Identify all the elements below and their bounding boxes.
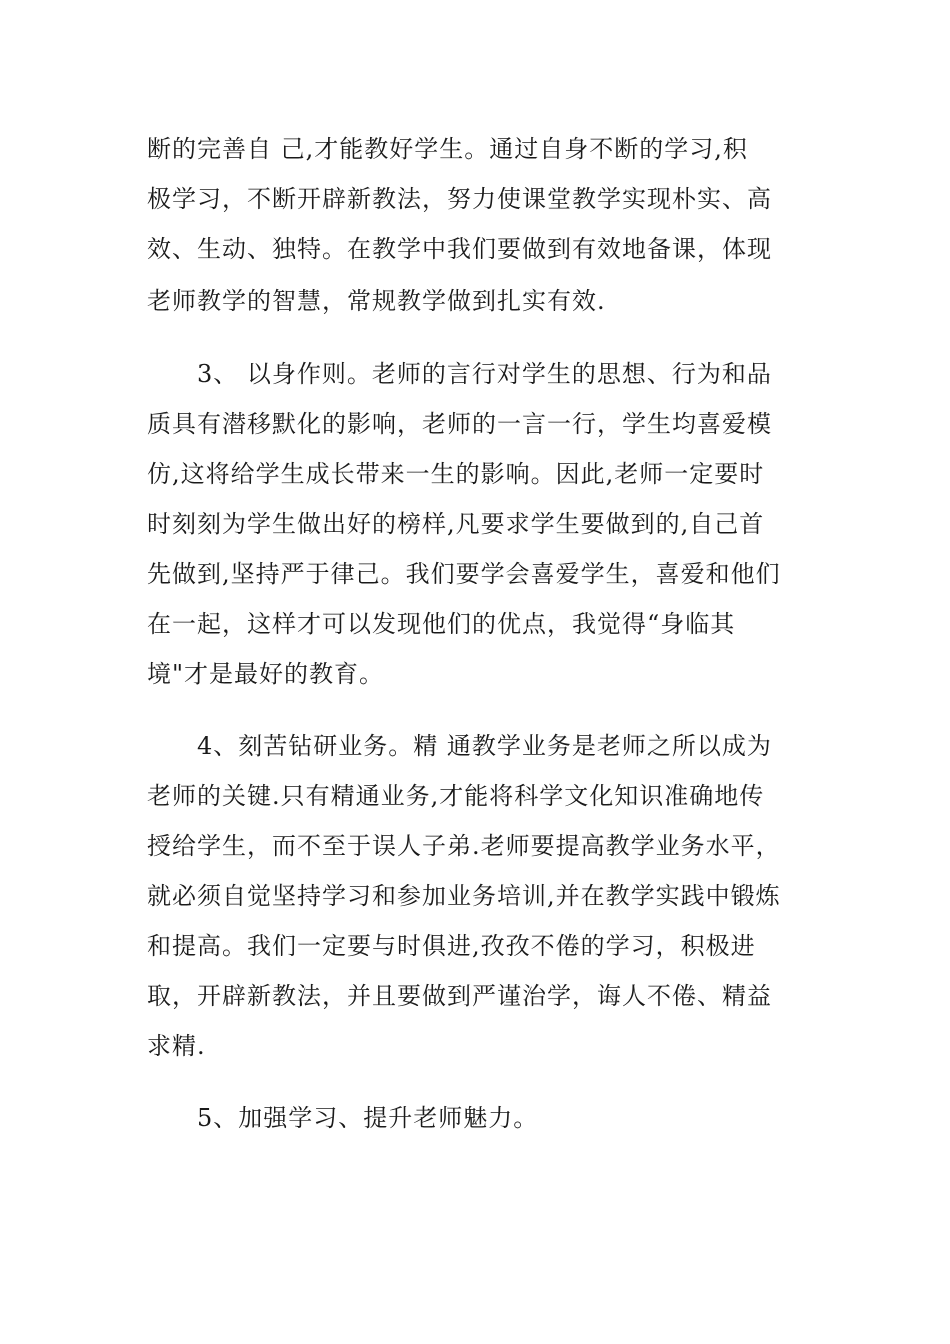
text-line: 就必须自觉坚持学习和参加业务培训,并在教学实践中锻炼	[147, 882, 781, 910]
text-line: 老师的关键.只有精通业务,才能将科学文化知识准确地传	[147, 782, 765, 810]
text-line: 取，开辟新教法，并且要做到严谨治学，诲人不倦、精益	[147, 982, 772, 1010]
text-line: 4、刻苦钻研业务。精 通教学业务是老师之所以成为	[147, 732, 772, 760]
text-line: 断的完善自 己,才能教好学生。通过自身不断的学习,积	[147, 135, 748, 163]
text-line: 5、加强学习、提升老师魅力。	[147, 1104, 539, 1132]
text-line: 质具有潜移默化的影响，老师的一言一行，学生均喜爱模	[147, 410, 772, 438]
text-line: 在一起，这样才可以发现他们的优点，我觉得“身临其	[147, 610, 736, 638]
text-line: 时刻刻为学生做出好的榜样,凡要求学生要做到的,自己首	[147, 510, 765, 538]
text-line: 境"才是最好的教育。	[147, 660, 385, 688]
text-line: 老师教学的智慧，常规教学做到扎实有效.	[147, 287, 606, 315]
text-line: 3、 以身作则。老师的言行对学生的思想、行为和品	[147, 360, 772, 388]
text-line: 效、生动、独特。在教学中我们要做到有效地备课，体现	[147, 235, 772, 263]
text-line: 和提高。我们一定要与时俱进,孜孜不倦的学习，积极进	[147, 932, 756, 960]
text-line: 仿,这将给学生成长带来一生的影响。因此,老师一定要时	[147, 460, 765, 488]
text-line: 授给学生，而不至于误人子弟.老师要提高教学业务水平，	[147, 832, 781, 860]
text-line: 极学习，不断开辟新教法，努力使课堂教学实现朴实、高	[147, 185, 772, 213]
text-line: 求精.	[147, 1032, 206, 1060]
text-line: 先做到,坚持严于律己。我们要学会喜爱学生，喜爱和他们	[147, 560, 781, 588]
